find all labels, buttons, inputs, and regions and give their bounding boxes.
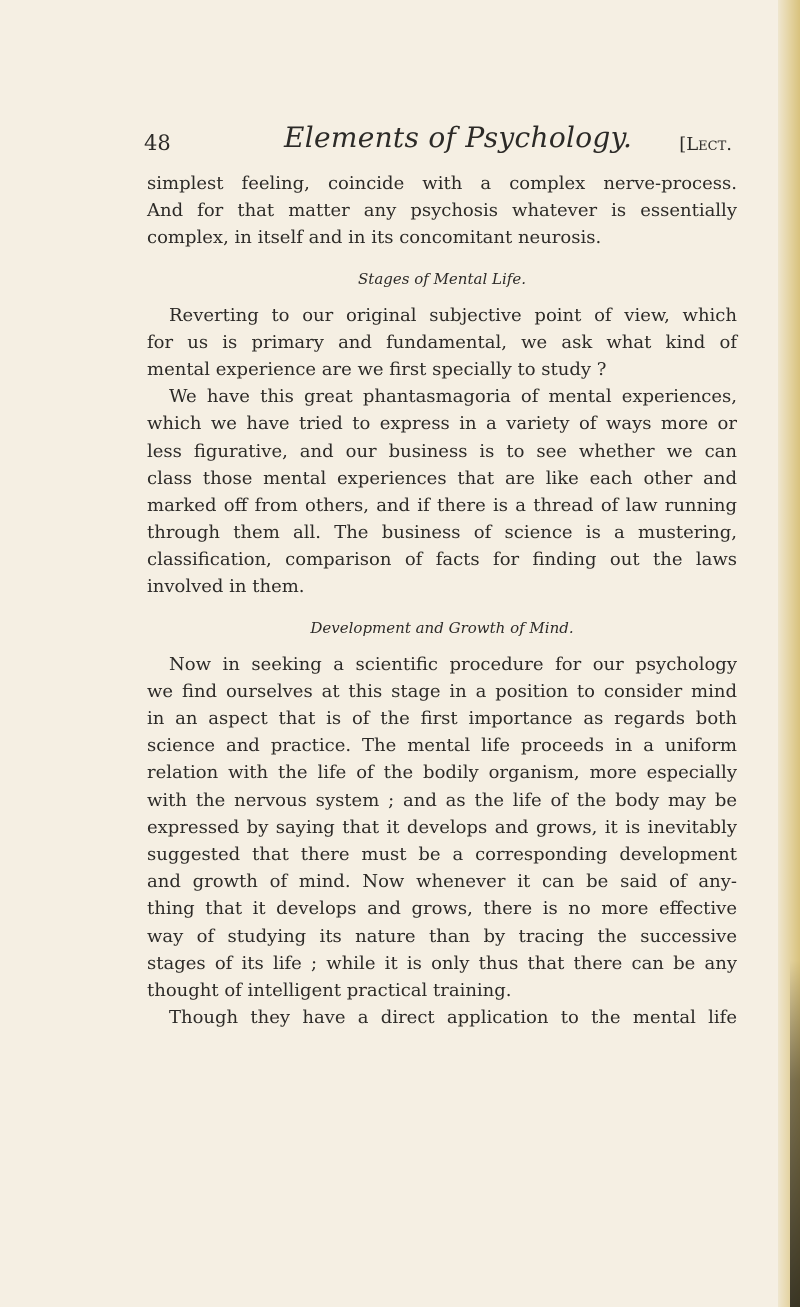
text-line: Reverting to our original subjective point of view, which [169,304,737,326]
text-line: with the nervous system ; and as the life of the body may be [147,789,737,811]
paragraph-stages-2 [147,383,737,601]
subhead-stages: Stages of Mental Life. [358,269,526,288]
text-line: thought of intelligent practical training. [147,979,512,1001]
text-line: complex, in itself and in its concomitant neurosis. [147,227,602,249]
text-line: relation with the life of the bodily organism, more especially [147,762,737,784]
subhead-development: Development and Growth of Mind. [310,618,574,637]
text-line: involved in them. [147,576,305,598]
text-line: thing that it develops and grows, there is no more effective [147,898,737,920]
text-line: through them all. The business of science is a mustering, [147,522,737,544]
text-line: science and practice. The mental life proceeds in a uniform [147,735,737,757]
text-line: mental experience are we first specially to study ? [147,358,607,380]
text-line: marked off from others, and if there is a thread of law running [147,494,737,516]
text-line: simplest feeling, coincide with a complex nerve-process. [147,173,737,194]
page-number: 48 [144,131,171,155]
text-line: classification, comparison of facts for finding out the laws [147,549,737,571]
text-line: suggested that there must be a corresponding development [147,843,737,865]
paragraph-stages-1 [147,302,737,384]
text-line: class those mental experiences that are like each other and [147,467,737,489]
text-line: stages of its life ; while it is only thus that there can be any [147,952,737,974]
text-line: We have this great phantasmagoria of mental experiences, [169,386,737,408]
text-block [144,121,737,1031]
paragraph-development-1 [147,651,737,1004]
text-line: less figurative, and our business is to see whether we can [147,440,737,462]
paragraph-intro [147,170,737,252]
running-title: Elements of Psychology. [284,121,633,154]
lecture-reference: [Lect. [679,134,732,155]
text-line: Though they have a direct application to the mental life [169,1007,737,1029]
text-line: Now in seeking a scientific procedure for our psychology [169,653,737,675]
text-line: which we have tried to express in a variety of ways more or [147,413,737,435]
text-line: expressed by saying that it develops and grows, it is inevitably [147,816,737,838]
text-line: we find ourselves at this stage in a position to consider mind [147,680,737,702]
paragraph-development-2 [147,1004,737,1031]
text-line: in an aspect that is of the first importance as regards both [147,708,737,729]
page-edge-shadow [790,960,800,1307]
text-line: way of studying its nature than by tracing the successive [147,925,737,947]
text-line: And for that matter any psychosis whatever is essentially [147,200,737,222]
running-header [144,121,737,166]
text-line: and growth of mind. Now whenever it can be said of any- [147,871,737,893]
text-line: for us is primary and fundamental, we ask what kind of [147,331,737,353]
